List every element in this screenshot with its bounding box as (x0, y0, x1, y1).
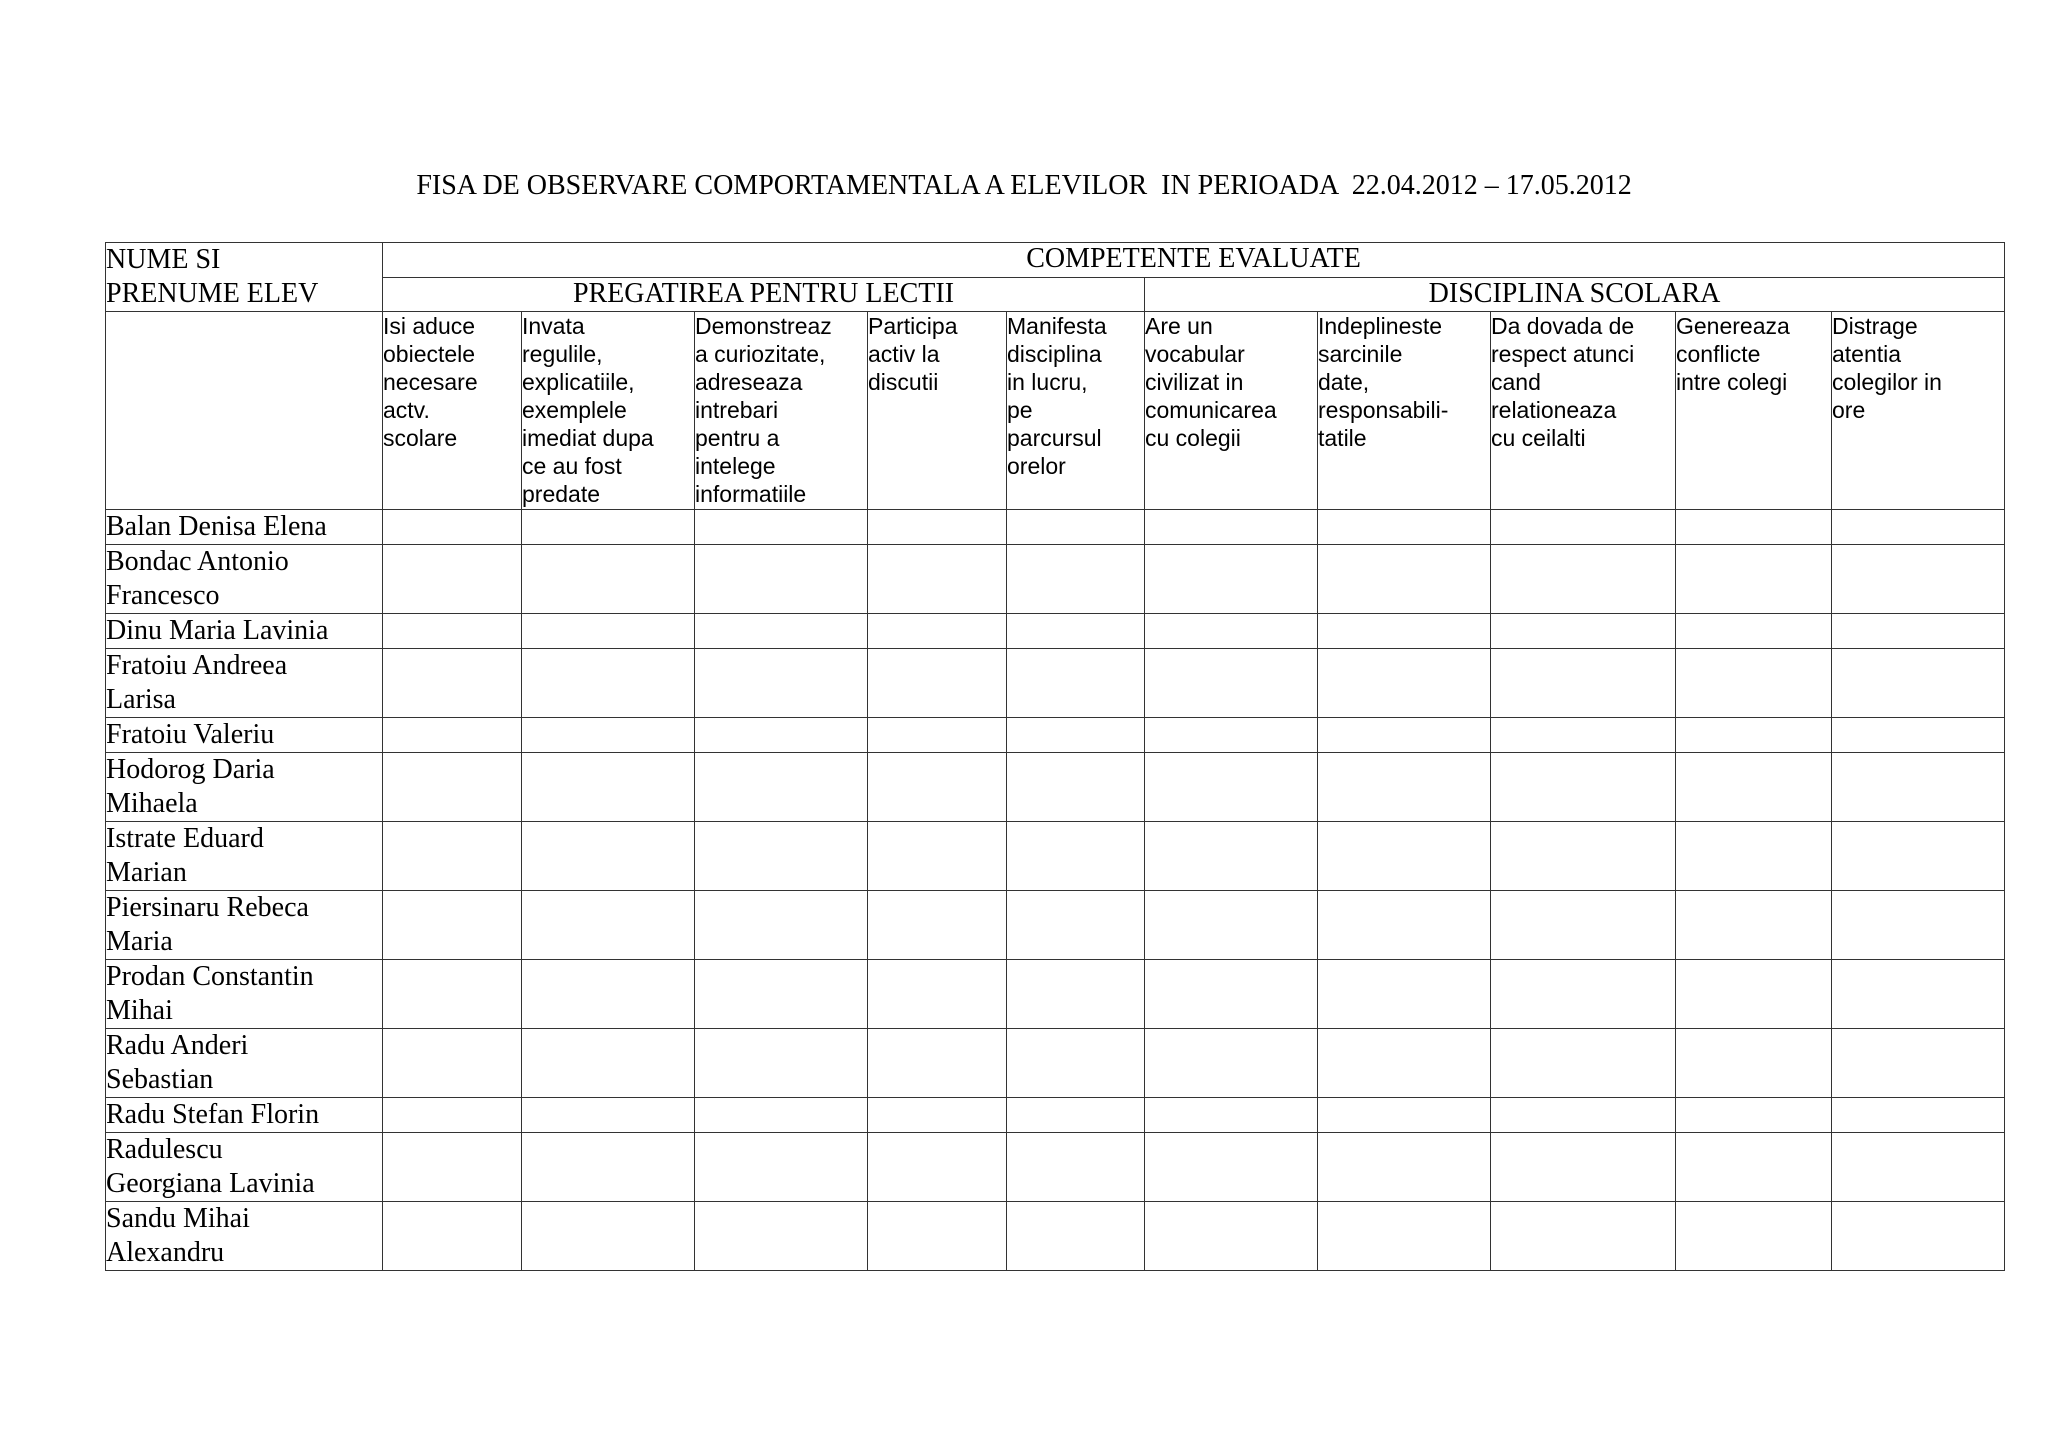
evaluation-cell[interactable] (383, 1098, 522, 1133)
student-name-cell (106, 822, 383, 891)
evaluation-cell[interactable] (1676, 960, 1832, 1029)
evaluation-cell[interactable] (868, 1029, 1007, 1098)
evaluation-cell[interactable] (522, 1202, 695, 1271)
name-header-label: NUME SI PRENUME ELEV (106, 244, 319, 309)
evaluation-cell[interactable] (1007, 545, 1145, 614)
evaluation-cell[interactable] (695, 822, 868, 891)
evaluation-cell[interactable] (868, 822, 1007, 891)
evaluation-cell[interactable] (1491, 1029, 1676, 1098)
evaluation-cell[interactable] (1145, 718, 1318, 753)
evaluation-cell[interactable] (522, 1098, 695, 1133)
evaluation-cell[interactable] (1832, 822, 2005, 891)
criterion-label: Participa activ la discutii (868, 313, 958, 395)
evaluation-cell[interactable] (1832, 960, 2005, 1029)
evaluation-cell[interactable] (1145, 891, 1318, 960)
evaluation-cell[interactable] (1491, 718, 1676, 753)
evaluation-cell[interactable] (1832, 1029, 2005, 1098)
competencies-group-label: COMPETENTE EVALUATE (1026, 243, 1361, 274)
evaluation-cell[interactable] (1007, 510, 1145, 545)
student-name: Piersinaru Rebeca Maria (106, 892, 309, 957)
criterion-cell (1318, 312, 1491, 510)
evaluation-cell[interactable] (695, 1133, 868, 1202)
evaluation-cell[interactable] (383, 545, 522, 614)
table-row (106, 891, 2005, 960)
student-name-cell (106, 718, 383, 753)
evaluation-cell[interactable] (1145, 649, 1318, 718)
criterion-cell (1145, 312, 1318, 510)
evaluation-cell[interactable] (383, 1029, 522, 1098)
student-name-cell (106, 891, 383, 960)
evaluation-cell[interactable] (695, 1029, 868, 1098)
evaluation-cell[interactable] (1832, 1133, 2005, 1202)
evaluation-cell[interactable] (695, 614, 868, 649)
table-row (106, 960, 2005, 1029)
evaluation-cell[interactable] (522, 718, 695, 753)
evaluation-cell[interactable] (1318, 753, 1491, 822)
evaluation-cell[interactable] (1145, 1098, 1318, 1133)
evaluation-cell[interactable] (383, 1202, 522, 1271)
evaluation-cell[interactable] (1676, 1133, 1832, 1202)
evaluation-cell[interactable] (1832, 753, 2005, 822)
evaluation-cell[interactable] (1832, 891, 2005, 960)
evaluation-cell[interactable] (1007, 1029, 1145, 1098)
evaluation-cell[interactable] (1676, 1098, 1832, 1133)
evaluation-cell[interactable] (1007, 1133, 1145, 1202)
evaluation-cell[interactable] (695, 718, 868, 753)
evaluation-cell[interactable] (1676, 649, 1832, 718)
evaluation-cell[interactable] (1145, 545, 1318, 614)
evaluation-cell[interactable] (383, 753, 522, 822)
table-row (106, 718, 2005, 753)
evaluation-cell[interactable] (383, 960, 522, 1029)
evaluation-cell[interactable] (1145, 1133, 1318, 1202)
evaluation-cell[interactable] (383, 510, 522, 545)
student-name-cell (106, 510, 383, 545)
evaluation-cell[interactable] (1676, 614, 1832, 649)
header-row-criteria (106, 312, 2005, 510)
table-row (106, 822, 2005, 891)
evaluation-cell[interactable] (695, 891, 868, 960)
evaluation-cell[interactable] (1491, 614, 1676, 649)
table-row (106, 649, 2005, 718)
evaluation-cell[interactable] (868, 1098, 1007, 1133)
evaluation-cell[interactable] (1007, 614, 1145, 649)
evaluation-cell[interactable] (522, 1133, 695, 1202)
evaluation-cell[interactable] (1145, 753, 1318, 822)
criterion-label: Indeplineste sarcinile date, responsabili- tatile (1318, 313, 1449, 451)
criterion-label: Are un vocabular civilizat in comunicarea cu colegii (1145, 313, 1277, 451)
header-row-subgroups (106, 278, 2005, 312)
evaluation-cell[interactable] (522, 614, 695, 649)
evaluation-cell[interactable] (1832, 1098, 2005, 1133)
evaluation-cell[interactable] (522, 891, 695, 960)
criterion-cell (1007, 312, 1145, 510)
evaluation-cell[interactable] (1318, 1098, 1491, 1133)
criterion-label: Isi aduce obiectele necesare actv. scolare (383, 313, 478, 451)
evaluation-cell[interactable] (695, 753, 868, 822)
evaluation-cell[interactable] (1676, 1202, 1832, 1271)
evaluation-cell[interactable] (1832, 545, 2005, 614)
evaluation-cell[interactable] (695, 1098, 868, 1133)
criterion-label: Genereaza conflicte intre colegi (1676, 313, 1790, 395)
evaluation-cell[interactable] (1491, 1133, 1676, 1202)
student-name: Prodan Constantin Mihai (106, 961, 314, 1026)
table-row (106, 753, 2005, 822)
evaluation-cell[interactable] (1145, 960, 1318, 1029)
evaluation-cell[interactable] (522, 822, 695, 891)
evaluation-cell[interactable] (1491, 1202, 1676, 1271)
evaluation-cell[interactable] (1007, 1202, 1145, 1271)
evaluation-cell[interactable] (1676, 718, 1832, 753)
table-row (106, 1202, 2005, 1271)
evaluation-cell[interactable] (1318, 822, 1491, 891)
subgroup-label-discipline: DISCIPLINA SCOLARA (1428, 278, 1721, 309)
evaluation-cell[interactable] (1007, 891, 1145, 960)
evaluation-cell[interactable] (868, 649, 1007, 718)
evaluation-cell[interactable] (383, 822, 522, 891)
evaluation-cell[interactable] (1491, 822, 1676, 891)
evaluation-cell[interactable] (1676, 1029, 1832, 1098)
student-name: Istrate Eduard Marian (106, 823, 264, 888)
evaluation-cell[interactable] (1318, 649, 1491, 718)
table-row (106, 1098, 2005, 1133)
student-name-cell (106, 753, 383, 822)
student-name: Hodorog Daria Mihaela (106, 754, 275, 819)
criterion-label: Distrage atentia colegilor in ore (1832, 313, 1942, 423)
student-name-cell (106, 1098, 383, 1133)
evaluation-cell[interactable] (868, 1133, 1007, 1202)
observation-table (105, 242, 2005, 1271)
student-name: Sandu Mihai Alexandru (106, 1203, 250, 1268)
student-name: Radu Stefan Florin (106, 1099, 320, 1130)
evaluation-cell[interactable] (695, 1202, 868, 1271)
criterion-label: Demonstreaz a curiozitate, adreseaza intrebari pentru a intelege informatiile (695, 313, 832, 507)
table-row (106, 545, 2005, 614)
subgroup-header-preparation (383, 278, 1145, 312)
evaluation-cell[interactable] (1007, 649, 1145, 718)
evaluation-cell[interactable] (1318, 1202, 1491, 1271)
evaluation-cell[interactable] (1832, 614, 2005, 649)
evaluation-cell[interactable] (868, 614, 1007, 649)
evaluation-cell[interactable] (1676, 822, 1832, 891)
criterion-cell (1491, 312, 1676, 510)
evaluation-cell[interactable] (1832, 718, 2005, 753)
evaluation-cell[interactable] (868, 545, 1007, 614)
subgroup-label-preparation: PREGATIREA PENTRU LECTII (572, 278, 955, 309)
evaluation-cell[interactable] (695, 649, 868, 718)
evaluation-cell[interactable] (383, 1133, 522, 1202)
student-name: Fratoiu Valeriu (106, 719, 275, 750)
competencies-group-header (383, 243, 2005, 278)
evaluation-cell[interactable] (1491, 1098, 1676, 1133)
evaluation-cell[interactable] (1318, 960, 1491, 1029)
evaluation-cell[interactable] (1007, 718, 1145, 753)
evaluation-cell[interactable] (383, 891, 522, 960)
evaluation-cell[interactable] (1145, 822, 1318, 891)
criterion-cell (695, 312, 868, 510)
student-name-cell (106, 960, 383, 1029)
evaluation-cell[interactable] (522, 545, 695, 614)
student-name: Radu Anderi Sebastian (106, 1030, 249, 1095)
evaluation-cell[interactable] (868, 753, 1007, 822)
evaluation-cell[interactable] (1007, 822, 1145, 891)
student-name-cell (106, 1133, 383, 1202)
student-name: Bondac Antonio Francesco (106, 546, 289, 611)
evaluation-cell[interactable] (1318, 1029, 1491, 1098)
evaluation-cell[interactable] (1832, 510, 2005, 545)
student-name: Balan Denisa Elena (106, 511, 327, 542)
evaluation-cell[interactable] (1676, 891, 1832, 960)
evaluation-cell[interactable] (1145, 1029, 1318, 1098)
evaluation-cell[interactable] (868, 960, 1007, 1029)
evaluation-cell[interactable] (695, 545, 868, 614)
evaluation-cell[interactable] (1491, 510, 1676, 545)
student-name: Radulescu Georgiana Lavinia (106, 1134, 315, 1199)
criterion-cell (1676, 312, 1832, 510)
evaluation-cell[interactable] (1832, 1202, 2005, 1271)
evaluation-cell[interactable] (1676, 753, 1832, 822)
criterion-cell (1832, 312, 2005, 510)
evaluation-cell[interactable] (868, 510, 1007, 545)
evaluation-cell[interactable] (383, 649, 522, 718)
page-title: FISA DE OBSERVARE COMPORTAMENTALA A ELEVILOR IN PERIOADA 22.04.2012 – 17.05.2012 (416, 170, 1632, 201)
evaluation-cell[interactable] (1145, 1202, 1318, 1271)
evaluation-cell[interactable] (522, 1029, 695, 1098)
evaluation-cell[interactable] (1318, 718, 1491, 753)
criterion-label: Manifesta disciplina in lucru, pe parcursul orelor (1007, 313, 1107, 479)
criterion-cell (522, 312, 695, 510)
evaluation-cell[interactable] (868, 1202, 1007, 1271)
evaluation-cell[interactable] (522, 960, 695, 1029)
evaluation-cell[interactable] (1318, 545, 1491, 614)
criterion-label: Da dovada de respect atunci cand relationeaza cu ceilalti (1491, 313, 1635, 451)
evaluation-cell[interactable] (1007, 753, 1145, 822)
criterion-cell (868, 312, 1007, 510)
criterion-label: Invata regulile, explicatiile, exemplele imediat dupa ce au fost predate (522, 313, 654, 507)
student-name-cell (106, 614, 383, 649)
evaluation-cell[interactable] (522, 649, 695, 718)
evaluation-cell[interactable] (695, 960, 868, 1029)
evaluation-cell[interactable] (1145, 614, 1318, 649)
evaluation-cell[interactable] (868, 718, 1007, 753)
evaluation-cell[interactable] (1491, 960, 1676, 1029)
criterion-cell (383, 312, 522, 510)
student-name-cell (106, 1029, 383, 1098)
student-name-cell (106, 649, 383, 718)
table-row (106, 1029, 2005, 1098)
student-name-cell (106, 1202, 383, 1271)
student-name: Fratoiu Andreea Larisa (106, 650, 288, 715)
student-name: Dinu Maria Lavinia (106, 615, 329, 646)
criteria-row-corner (106, 312, 383, 510)
evaluation-cell[interactable] (1491, 649, 1676, 718)
evaluation-cell[interactable] (1318, 1133, 1491, 1202)
subgroup-header-discipline (1145, 278, 2005, 312)
evaluation-cell[interactable] (522, 510, 695, 545)
table-row (106, 614, 2005, 649)
evaluation-cell[interactable] (1676, 545, 1832, 614)
evaluation-cell[interactable] (1318, 891, 1491, 960)
evaluation-cell[interactable] (522, 753, 695, 822)
evaluation-cell[interactable] (868, 891, 1007, 960)
name-column-header (106, 243, 383, 312)
evaluation-cell[interactable] (1491, 545, 1676, 614)
table-row (106, 1133, 2005, 1202)
evaluation-cell[interactable] (1676, 510, 1832, 545)
evaluation-cell[interactable] (383, 718, 522, 753)
header-row-group (106, 243, 2005, 278)
evaluation-cell[interactable] (1491, 891, 1676, 960)
evaluation-cell[interactable] (695, 510, 868, 545)
evaluation-cell[interactable] (1145, 510, 1318, 545)
student-name-cell (106, 545, 383, 614)
evaluation-cell[interactable] (1318, 510, 1491, 545)
table-row (106, 510, 2005, 545)
evaluation-cell[interactable] (1318, 614, 1491, 649)
evaluation-cell[interactable] (1007, 1098, 1145, 1133)
evaluation-cell[interactable] (1007, 960, 1145, 1029)
evaluation-cell[interactable] (1832, 649, 2005, 718)
evaluation-cell[interactable] (383, 614, 522, 649)
evaluation-cell[interactable] (1491, 753, 1676, 822)
